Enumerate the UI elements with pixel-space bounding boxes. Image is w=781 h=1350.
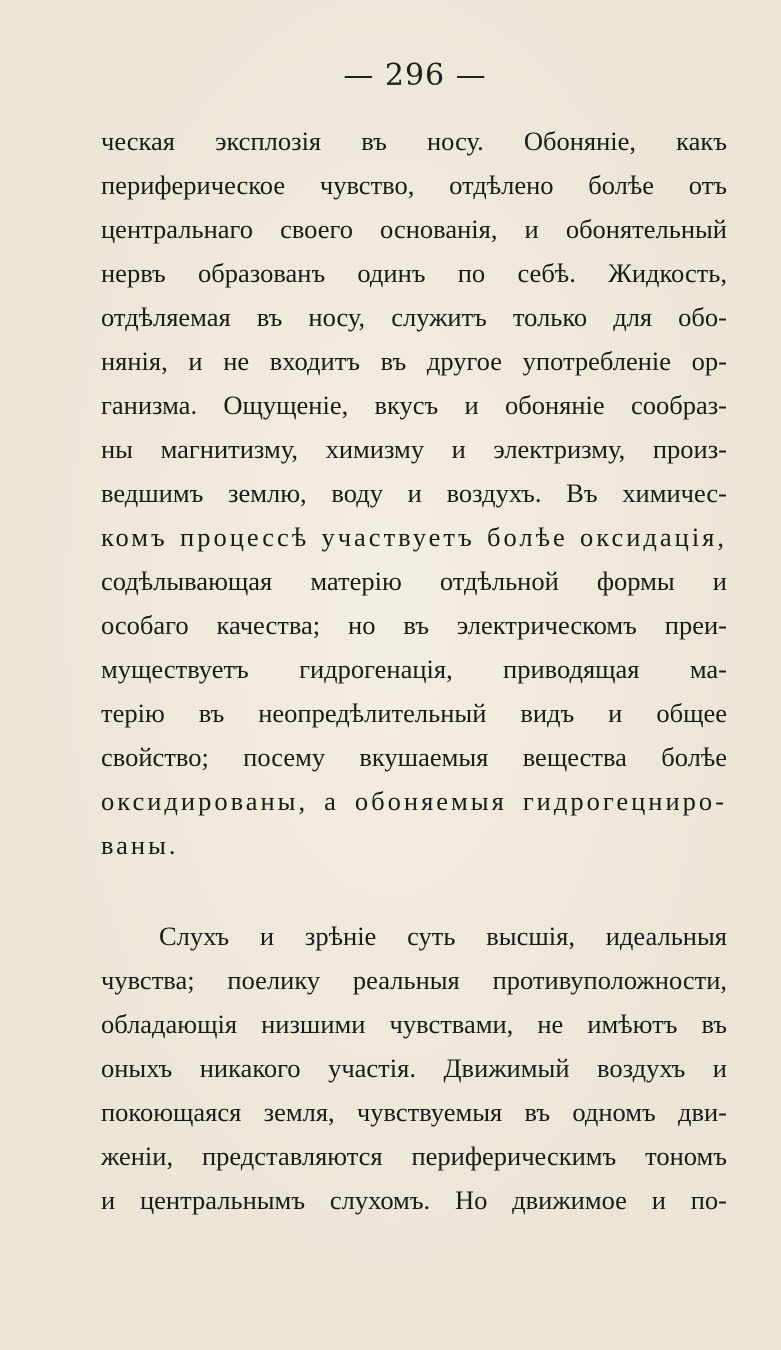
text-line: содѣлывающая матерію отдѣльной формы и: [101, 566, 727, 596]
text-line: муществуетъ гидрогенація, приводящая ма-: [101, 654, 727, 684]
page-number: — 296 —: [343, 58, 487, 93]
text-line: женіи, представляются периферическимъ тономъ: [101, 1141, 727, 1171]
text-line: Слухъ и зрѣніе суть высшія, идеальныя: [159, 921, 727, 951]
text-line: свойство; посему вкушаемыя вещества болѣе: [101, 742, 727, 772]
text-line: и центральнымъ слухомъ. Но движимое и по-: [101, 1185, 727, 1215]
text-line: нянія, и не входитъ въ другое употребленіе ор-: [101, 346, 727, 376]
text-line: обладающія низшими чувствами, не имѣютъ въ: [101, 1009, 727, 1039]
text-line: ваны.: [101, 830, 179, 860]
text-line: ведшимъ землю, воду и воздухъ. Въ химичес-: [101, 478, 727, 508]
text-line: центральнаго своего основанія, и обонятельный: [101, 214, 727, 244]
text-line: нервъ образованъ одинъ по себѣ. Жидкость,: [101, 258, 727, 288]
text-line: отдѣляемая въ носу, служитъ только для обо-: [101, 302, 727, 332]
text-line: оксидированы, а обоняемыя гидрогецниро-: [101, 786, 727, 816]
text-line: ческая эксплозія въ носу. Обоняніе, какъ: [101, 126, 727, 156]
text-line: покоющаяся земля, чувствуемыя въ одномъ дви-: [101, 1097, 727, 1127]
text-line: оныхъ никакого участія. Движимый воздухъ и: [101, 1053, 727, 1083]
text-line: комъ процессѣ участвуетъ болѣе оксидація,: [101, 522, 727, 552]
text-line: терію въ неопредѣлительный видъ и общее: [101, 698, 727, 728]
text-line: периферическое чувство, отдѣлено болѣе отъ: [101, 170, 727, 200]
text-line: чувства; поелику реальныя противуположности,: [101, 965, 727, 995]
text-line: ны магнитизму, химизму и электризму, произ-: [101, 434, 727, 464]
text-line: особаго качества; но въ электрическомъ преи-: [101, 610, 727, 640]
text-line: ганизма. Ощущеніе, вкусъ и обоняніе сообраз-: [101, 390, 727, 420]
